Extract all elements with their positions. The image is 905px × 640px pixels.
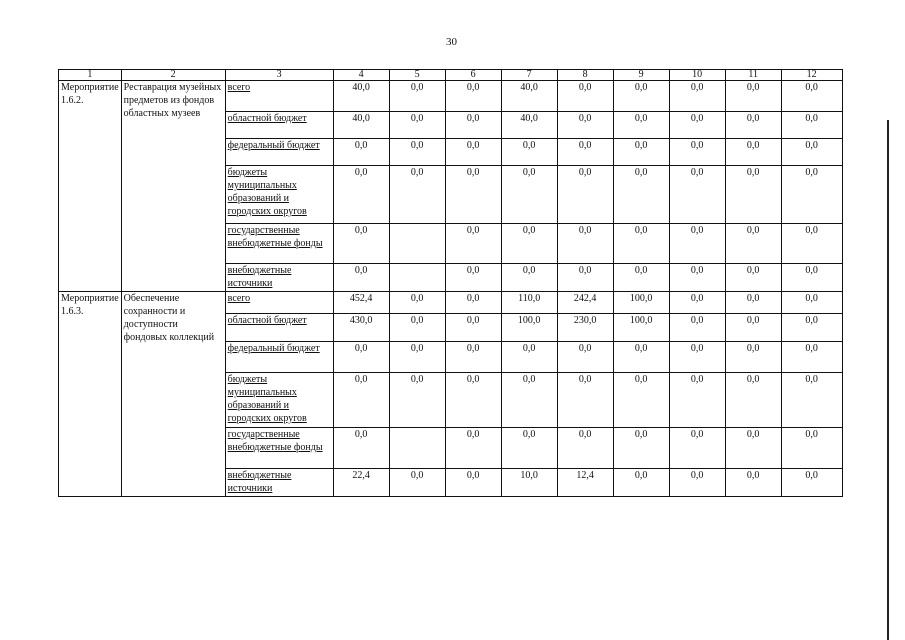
table-row xyxy=(59,81,843,112)
value-cell: 0,0 xyxy=(725,81,781,112)
value-cell: 0,0 xyxy=(389,469,445,497)
value-cell: 0,0 xyxy=(725,264,781,292)
value-cell: 0,0 xyxy=(389,81,445,112)
column-number: 1 xyxy=(59,70,122,81)
value-cell: 0,0 xyxy=(389,166,445,224)
funding-source xyxy=(225,224,333,264)
value-cell xyxy=(389,428,445,469)
value-cell: 0,0 xyxy=(389,342,445,373)
value-cell: 40,0 xyxy=(501,112,557,139)
value-cell: 0,0 xyxy=(557,81,613,112)
value-cell: 0,0 xyxy=(389,314,445,342)
value-cell: 0,0 xyxy=(781,342,842,373)
value-cell: 22,4 xyxy=(333,469,389,497)
funding-source xyxy=(225,314,333,342)
value-cell: 0,0 xyxy=(445,342,501,373)
value-cell: 0,0 xyxy=(445,428,501,469)
value-cell: 0,0 xyxy=(333,166,389,224)
value-cell: 0,0 xyxy=(613,224,669,264)
value-cell: 0,0 xyxy=(557,264,613,292)
value-cell: 0,0 xyxy=(781,428,842,469)
value-cell: 0,0 xyxy=(557,139,613,166)
column-number: 5 xyxy=(389,70,445,81)
funding-source-label: государственные внебюджетные фонды xyxy=(227,225,323,249)
value-cell: 242,4 xyxy=(557,292,613,314)
value-cell: 0,0 xyxy=(725,292,781,314)
value-cell: 0,0 xyxy=(781,166,842,224)
value-cell: 0,0 xyxy=(333,373,389,428)
value-cell: 0,0 xyxy=(669,428,725,469)
measure-code: Мероприятие 1.6.2. xyxy=(59,81,122,292)
value-cell: 0,0 xyxy=(445,166,501,224)
funding-source-label: федеральный бюджет xyxy=(227,343,320,354)
funding-source-label: федеральный бюджет xyxy=(227,140,320,151)
value-cell: 0,0 xyxy=(669,292,725,314)
value-cell: 0,0 xyxy=(613,112,669,139)
value-cell: 0,0 xyxy=(333,224,389,264)
value-cell: 0,0 xyxy=(725,469,781,497)
column-number: 10 xyxy=(669,70,725,81)
table-row xyxy=(59,292,843,314)
funding-source-label: государственные внебюджетные фонды xyxy=(227,429,323,453)
column-number: 11 xyxy=(725,70,781,81)
value-cell: 0,0 xyxy=(669,469,725,497)
page-number: 30 xyxy=(446,36,457,48)
value-cell: 230,0 xyxy=(557,314,613,342)
value-cell: 100,0 xyxy=(501,314,557,342)
value-cell: 100,0 xyxy=(613,314,669,342)
funding-source xyxy=(225,139,333,166)
value-cell: 0,0 xyxy=(669,342,725,373)
value-cell: 0,0 xyxy=(445,292,501,314)
measure-title: Реставрация музейных предметов из фондов областных музеев xyxy=(121,81,225,292)
measure-title: Обеспечение сохранности и доступности фондовых коллекций xyxy=(121,292,225,497)
value-cell: 100,0 xyxy=(613,292,669,314)
value-cell: 110,0 xyxy=(501,292,557,314)
value-cell: 0,0 xyxy=(725,224,781,264)
value-cell: 0,0 xyxy=(725,373,781,428)
value-cell: 0,0 xyxy=(557,342,613,373)
value-cell: 0,0 xyxy=(781,139,842,166)
value-cell: 430,0 xyxy=(333,314,389,342)
value-cell: 0,0 xyxy=(501,264,557,292)
funding-source xyxy=(225,292,333,314)
funding-source xyxy=(225,166,333,224)
value-cell: 0,0 xyxy=(557,224,613,264)
budget-table xyxy=(58,69,843,497)
value-cell: 0,0 xyxy=(445,139,501,166)
value-cell: 0,0 xyxy=(501,224,557,264)
value-cell: 0,0 xyxy=(501,342,557,373)
value-cell: 0,0 xyxy=(725,342,781,373)
column-number-row xyxy=(59,70,843,81)
value-cell: 0,0 xyxy=(781,112,842,139)
funding-source-label: областной бюджет xyxy=(227,113,307,124)
value-cell: 0,0 xyxy=(333,139,389,166)
value-cell: 40,0 xyxy=(501,81,557,112)
value-cell: 0,0 xyxy=(725,166,781,224)
funding-source-label: областной бюджет xyxy=(227,315,307,326)
value-cell: 0,0 xyxy=(445,112,501,139)
value-cell: 0,0 xyxy=(501,139,557,166)
value-cell: 0,0 xyxy=(669,81,725,112)
value-cell: 0,0 xyxy=(781,264,842,292)
page-edge-line xyxy=(887,120,889,640)
value-cell: 0,0 xyxy=(333,428,389,469)
funding-source xyxy=(225,373,333,428)
measure-code: Мероприятие 1.6.3. xyxy=(59,292,122,497)
column-number: 12 xyxy=(781,70,842,81)
funding-source-label: бюджеты муниципальных образований и городских округов xyxy=(227,374,307,424)
value-cell: 0,0 xyxy=(613,166,669,224)
value-cell: 0,0 xyxy=(557,112,613,139)
value-cell: 0,0 xyxy=(781,314,842,342)
value-cell: 0,0 xyxy=(725,314,781,342)
funding-source-label: всего xyxy=(227,82,251,93)
value-cell: 0,0 xyxy=(389,139,445,166)
value-cell: 0,0 xyxy=(445,224,501,264)
funding-source-label: внебюджетные источники xyxy=(227,470,292,494)
value-cell: 0,0 xyxy=(333,342,389,373)
value-cell: 0,0 xyxy=(389,373,445,428)
value-cell: 0,0 xyxy=(725,428,781,469)
value-cell: 40,0 xyxy=(333,112,389,139)
value-cell: 0,0 xyxy=(445,469,501,497)
funding-source xyxy=(225,81,333,112)
value-cell: 0,0 xyxy=(445,81,501,112)
value-cell: 10,0 xyxy=(501,469,557,497)
value-cell: 0,0 xyxy=(333,264,389,292)
value-cell: 0,0 xyxy=(613,264,669,292)
value-cell: 0,0 xyxy=(669,373,725,428)
value-cell: 0,0 xyxy=(613,139,669,166)
column-number: 8 xyxy=(557,70,613,81)
value-cell: 452,4 xyxy=(333,292,389,314)
value-cell: 0,0 xyxy=(613,428,669,469)
value-cell: 0,0 xyxy=(501,166,557,224)
value-cell: 0,0 xyxy=(501,373,557,428)
value-cell: 0,0 xyxy=(669,139,725,166)
value-cell: 0,0 xyxy=(669,264,725,292)
value-cell: 40,0 xyxy=(333,81,389,112)
value-cell: 0,0 xyxy=(445,264,501,292)
value-cell: 0,0 xyxy=(781,373,842,428)
value-cell xyxy=(389,264,445,292)
value-cell: 0,0 xyxy=(501,428,557,469)
value-cell: 0,0 xyxy=(613,342,669,373)
value-cell xyxy=(389,224,445,264)
value-cell: 0,0 xyxy=(613,81,669,112)
funding-source xyxy=(225,428,333,469)
value-cell: 0,0 xyxy=(669,166,725,224)
column-number: 6 xyxy=(445,70,501,81)
value-cell: 0,0 xyxy=(725,139,781,166)
value-cell: 12,4 xyxy=(557,469,613,497)
value-cell: 0,0 xyxy=(557,373,613,428)
column-number: 9 xyxy=(613,70,669,81)
value-cell: 0,0 xyxy=(725,112,781,139)
column-number: 7 xyxy=(501,70,557,81)
value-cell: 0,0 xyxy=(613,373,669,428)
column-number: 4 xyxy=(333,70,389,81)
funding-source xyxy=(225,112,333,139)
value-cell: 0,0 xyxy=(557,166,613,224)
value-cell: 0,0 xyxy=(781,292,842,314)
value-cell: 0,0 xyxy=(389,112,445,139)
column-number: 2 xyxy=(121,70,225,81)
value-cell: 0,0 xyxy=(445,373,501,428)
value-cell: 0,0 xyxy=(445,314,501,342)
funding-source-label: внебюджетные источники xyxy=(227,265,292,289)
funding-source-label: всего xyxy=(227,293,251,304)
funding-source xyxy=(225,264,333,292)
column-number: 3 xyxy=(225,70,333,81)
value-cell: 0,0 xyxy=(781,81,842,112)
value-cell: 0,0 xyxy=(781,469,842,497)
value-cell: 0,0 xyxy=(669,224,725,264)
funding-source-label: бюджеты муниципальных образований и городских округов xyxy=(227,167,307,217)
value-cell: 0,0 xyxy=(669,314,725,342)
funding-source xyxy=(225,342,333,373)
value-cell: 0,0 xyxy=(781,224,842,264)
value-cell: 0,0 xyxy=(557,428,613,469)
value-cell: 0,0 xyxy=(613,469,669,497)
value-cell: 0,0 xyxy=(389,292,445,314)
value-cell: 0,0 xyxy=(669,112,725,139)
funding-source xyxy=(225,469,333,497)
